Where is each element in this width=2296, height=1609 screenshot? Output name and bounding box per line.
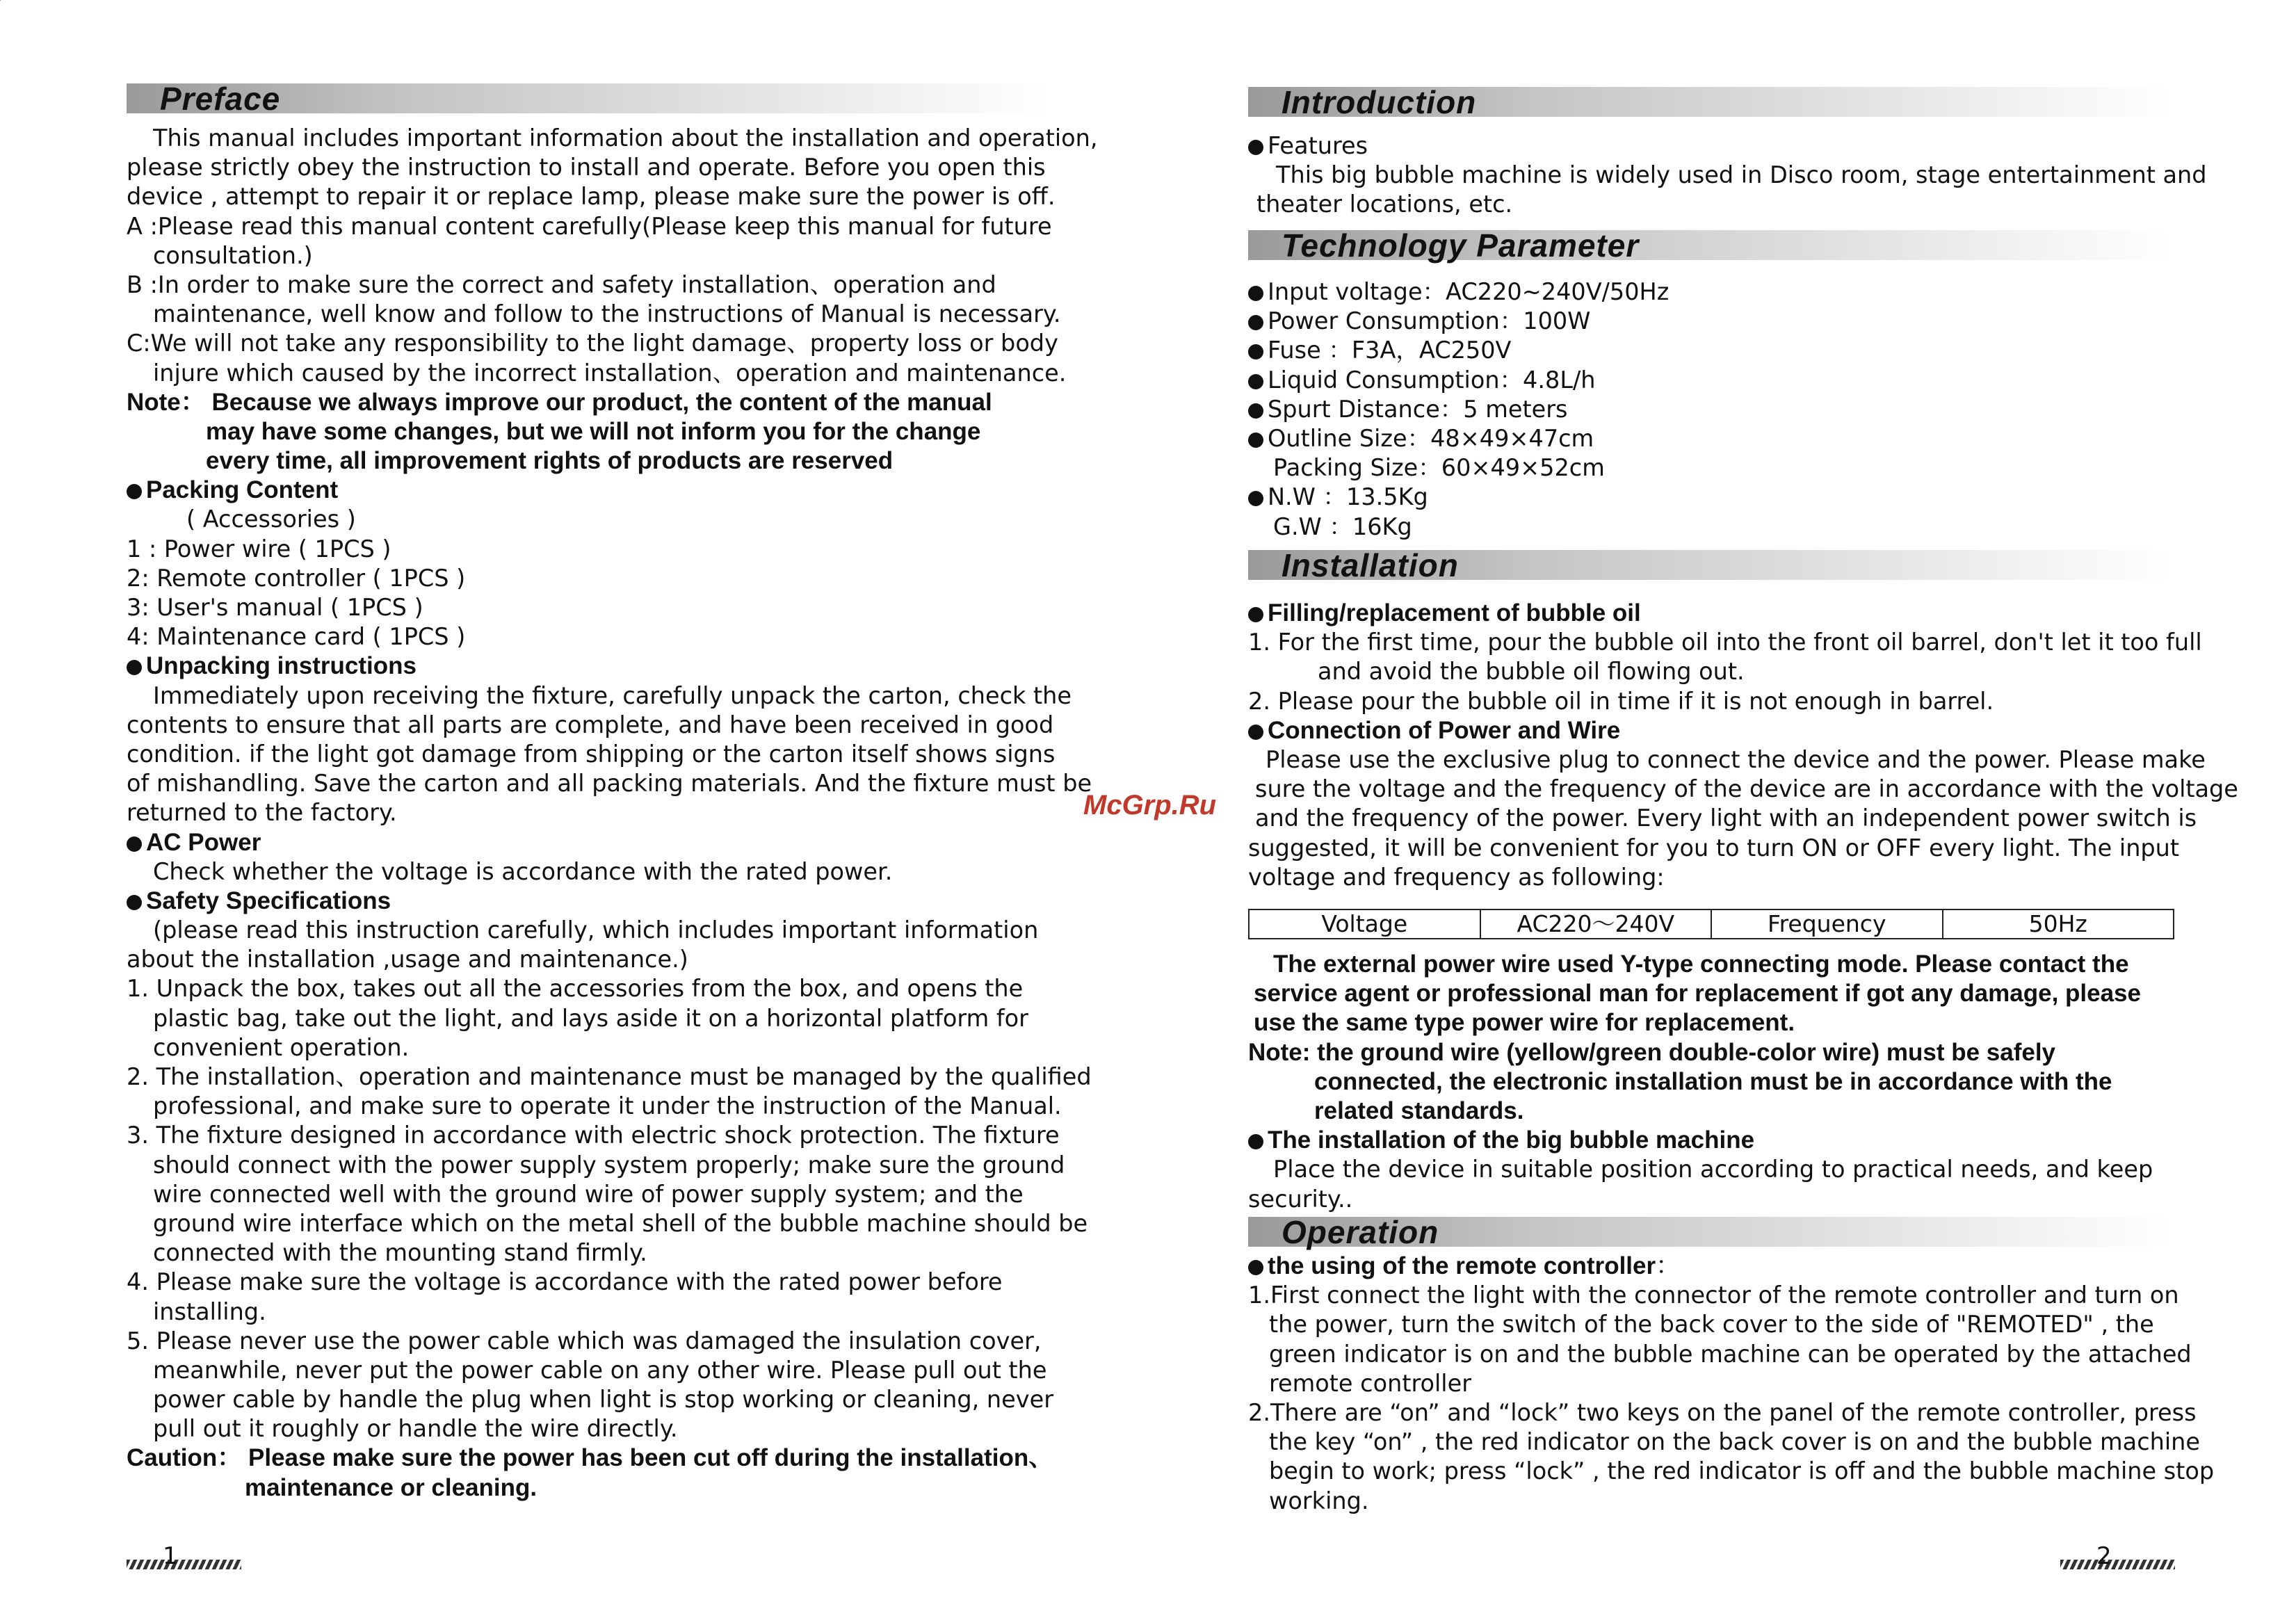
text-line: The external power wire used Y-type connecting mode. Please contact the — [1273, 951, 2129, 978]
technology-heading: Technology Parameter — [1248, 230, 2172, 260]
text-line: working. — [1269, 1487, 1369, 1514]
bullet-icon — [127, 660, 142, 675]
text-line: consultation.) — [153, 241, 313, 269]
text-line: green indicator is on and the bubble machine can be operated by the attached — [1269, 1340, 2192, 1368]
list-item: 3: User's manual ( 1PCS ) — [127, 594, 423, 621]
bullet-icon — [127, 484, 142, 499]
text-line: condition. if the light got damage from shipping or the carton itself shows signs — [127, 740, 1056, 768]
note-line — [1248, 1038, 2183, 1067]
text-line: convenient operation. — [153, 1033, 410, 1061]
bullet-icon — [127, 895, 142, 910]
bullet-icon — [1248, 1134, 1263, 1149]
note-text: the ground wire (yellow/green double-color wire) must be safely — [1317, 1038, 2056, 1066]
page-number-text: 1 — [163, 1542, 178, 1570]
operation-heading: Operation — [1248, 1217, 2172, 1247]
bullet-icon — [1248, 491, 1263, 506]
features-heading: Features — [1248, 131, 2183, 161]
list-item: 1 : Power wire ( 1PCS ) — [127, 535, 391, 563]
page-number-decoration — [127, 1560, 241, 1569]
note-line: may have some changes, but we will not inform you for the change — [206, 417, 981, 445]
table-cell: 50Hz — [1943, 909, 2174, 939]
note-label: Note — [127, 388, 181, 416]
text-line: 1. Unpack the box, takes out all the accessories from the box, and opens the — [127, 975, 1024, 1003]
text-line: power cable by handle the plug when light is stop working or cleaning, never — [153, 1386, 1053, 1414]
spec-item: Outline Size：48×49×47cm — [1248, 424, 2183, 453]
text-line: 2. The installation、operation and maintenance must be managed by the qualified — [127, 1063, 1092, 1090]
packing-sub: ( Accessories ) — [186, 506, 356, 533]
introduction-heading: Introduction — [1248, 87, 2172, 117]
bullet-icon — [1248, 607, 1263, 622]
operation-section — [1248, 1252, 2215, 1516]
note-line: Note： Because we always improve our product, the content of the manual — [127, 388, 992, 416]
caution-line: maintenance or cleaning. — [245, 1473, 537, 1501]
spec-item: Spurt Distance：5 meters — [1248, 395, 2183, 424]
text-line: 1. For the first time, pour the bubble oil into the front oil barrel, don't let it too full — [1248, 629, 2202, 656]
note-text: Because we always improve our product, the content of the manual — [211, 388, 992, 416]
text-line: use the same type power wire for replacement. — [1254, 1009, 1795, 1037]
caution-label: Caution — [127, 1444, 218, 1472]
text-line: This manual includes important information about the installation and operation, — [153, 124, 1098, 152]
text-line: of mishandling. Save the carton and all packing materials. And the fixture must be — [127, 770, 1092, 798]
table-row — [1249, 909, 2174, 939]
note-line: related standards. — [1314, 1097, 1524, 1124]
text-line: professional, and make sure to operate it under the instruction of the Manual. — [153, 1092, 1062, 1120]
remote-heading: the using of the remote controller： — [1248, 1252, 2183, 1281]
bullet-icon — [1248, 432, 1263, 448]
bullet-icon — [1248, 286, 1263, 301]
crop-mark — [0, 0, 1, 1]
text-line: connected with the mounting stand firmly. — [153, 1239, 647, 1267]
placement-heading: The installation of the big bubble machine — [1248, 1126, 2183, 1155]
bullet-icon — [1248, 1260, 1263, 1275]
spec-item: N.W ：13.5Kg — [1248, 483, 2183, 512]
installation-heading: Installation — [1248, 550, 2172, 580]
text-line: 5. Please never use the power cable which was damaged the insulation cover, — [127, 1327, 1042, 1355]
list-item: 4: Maintenance card ( 1PCS ) — [127, 623, 466, 651]
text-line: service agent or professional man for replacement if got any damage, please — [1254, 980, 2141, 1008]
text-line: the power, turn the switch of the back cover to the side of "REMOTED" , the — [1269, 1311, 2154, 1339]
caution-line: Caution： Please make sure the power has been cut off during the installation、 — [127, 1444, 1053, 1472]
text-line: plastic bag, take out the light, and lays aside it on a horizontal platform for — [153, 1004, 1028, 1032]
tech-section — [1248, 277, 2183, 542]
ac-heading: AC Power — [127, 828, 1065, 857]
text-line: C:We will not take any responsibility to the light damage、property loss or body — [127, 330, 1058, 357]
safety-heading: Safety Specifications — [127, 887, 1065, 916]
text-line: 4. Please make sure the voltage is accordance with the rated power before — [127, 1268, 1003, 1296]
text-line: the key “on” , the red indicator on the back cover is on and the bubble machine — [1269, 1428, 2201, 1456]
list-item: 2: Remote controller ( 1PCS ) — [127, 564, 466, 592]
note-line: every time, all improvement rights of products are reserved — [206, 447, 894, 475]
text-line: returned to the factory. — [127, 799, 397, 827]
text-line: This big bubble machine is widely used in Disco room, stage entertainment and — [1276, 161, 2207, 189]
text-line: about the installation ,usage and maintenance.) — [127, 946, 688, 973]
page-number-text: 2 — [2096, 1542, 2112, 1570]
text-line: 2.There are “on” and “lock” two keys on the panel of the remote controller, press — [1248, 1398, 2197, 1426]
spec-item: G.W ：16Kg — [1273, 512, 1412, 540]
fill-heading: Filling/replacement of bubble oil — [1248, 599, 2183, 628]
packing-heading: Packing Content — [127, 476, 1065, 505]
preface-heading: Preface — [127, 83, 1050, 113]
bullet-icon — [1248, 725, 1263, 740]
power-table — [1248, 909, 2174, 939]
text-line: please strictly obey the instruction to install and operate. Before you open this — [127, 154, 1046, 181]
ytype-section — [1248, 950, 2183, 1214]
caution-text: Please make sure the power has been cut off during the installation、 — [248, 1444, 1053, 1472]
text-line: security.. — [1248, 1185, 1353, 1213]
page-number — [127, 1542, 241, 1575]
text-line: pull out it roughly or handle the wire directly. — [153, 1415, 678, 1443]
bullet-icon — [1248, 140, 1263, 155]
features-section — [1248, 131, 2207, 220]
text-line: contents to ensure that all parts are complete, and have been received in good — [127, 711, 1054, 738]
text-line: ground wire interface which on the metal shell of the bubble machine should be — [153, 1209, 1088, 1237]
text-line: and the frequency of the power. Every light with an independent power switch is — [1255, 804, 2197, 832]
installation-section — [1248, 599, 2238, 892]
note-line: connected, the electronic installation must be in accordance with the — [1314, 1067, 2112, 1095]
spec-item: Power Consumption：100W — [1248, 307, 2183, 336]
text-line: Please use the exclusive plug to connect the device and the power. Please make — [1266, 745, 2206, 773]
table-cell: Frequency — [1711, 909, 1943, 939]
spec-item: Liquid Consumption：4.8L/h — [1248, 366, 2183, 395]
text-line: injure which caused by the incorrect installation、operation and maintenance. — [153, 359, 1067, 387]
spec-item: Packing Size：60×49×52cm — [1273, 454, 1605, 482]
text-line: Check whether the voltage is accordance with the rated power. — [153, 857, 893, 885]
bullet-icon — [1248, 344, 1263, 359]
note-label: Note: — [1248, 1038, 1311, 1066]
text-line: 3. The fixture designed in accordance with electric shock protection. The fixture — [127, 1122, 1060, 1149]
table-cell: AC220～240V — [1480, 909, 1712, 939]
text-line: A :Please read this manual content carefully(Please keep this manual for future — [127, 212, 1052, 240]
text-line: device , attempt to repair it or replace lamp, please make sure the power is off. — [127, 183, 1056, 211]
bullet-icon — [1248, 315, 1263, 330]
voltage-frequency-table — [1248, 909, 2174, 939]
text-line: begin to work; press “lock” , the red indicator is off and the bubble machine stop — [1269, 1457, 2215, 1485]
unpacking-heading: Unpacking instructions — [127, 652, 1065, 681]
page-number — [2060, 1542, 2175, 1575]
text-line: suggested, it will be convenient for you to turn ON or OFF every light. The input — [1248, 834, 2180, 862]
text-line: (please read this instruction carefully, which includes important information — [153, 916, 1039, 944]
text-line: Immediately upon receiving the fixture, carefully unpack the carton, check the — [153, 681, 1072, 709]
page-number-decoration — [2060, 1560, 2175, 1569]
spec-item: Input voltage：AC220~240V/50Hz — [1248, 277, 2183, 307]
text-line: installing. — [153, 1297, 266, 1325]
bullet-icon — [1248, 403, 1263, 419]
text-line: 2. Please pour the bubble oil in time if it is not enough in barrel. — [1248, 687, 1994, 715]
text-line: and avoid the bubble oil flowing out. — [1318, 658, 1745, 686]
watermark: McGrp.Ru — [1083, 790, 1217, 820]
text-line: remote controller — [1269, 1369, 1471, 1397]
text-line: meanwhile, never put the power cable on any other wire. Please pull out the — [153, 1356, 1047, 1384]
text-line: sure the voltage and the frequency of the device are in accordance with the voltage — [1255, 775, 2238, 803]
text-line: theater locations, etc. — [1256, 191, 1513, 218]
text-line: should connect with the power supply system properly; make sure the ground — [153, 1151, 1065, 1179]
text-line: 1.First connect the light with the connector of the remote controller and turn on — [1248, 1281, 2179, 1309]
text-line: voltage and frequency as following: — [1248, 863, 1665, 891]
text-line: maintenance, well know and follow to the instructions of Manual is necessary. — [153, 300, 1061, 328]
table-cell: Voltage — [1249, 909, 1480, 939]
preface-text — [127, 124, 1098, 1503]
bullet-icon — [1248, 374, 1263, 389]
text-line: wire connected well with the ground wire of power supply system; and the — [153, 1180, 1024, 1208]
text-line: Place the device in suitable position according to practical needs, and keep — [1273, 1156, 2153, 1183]
bullet-icon — [127, 836, 142, 852]
spec-item: Fuse ：F3A，AC250V — [1248, 336, 2183, 365]
connection-heading: Connection of Power and Wire — [1248, 716, 2183, 745]
text-line: B :In order to make sure the correct and safety installation、operation and — [127, 270, 996, 298]
